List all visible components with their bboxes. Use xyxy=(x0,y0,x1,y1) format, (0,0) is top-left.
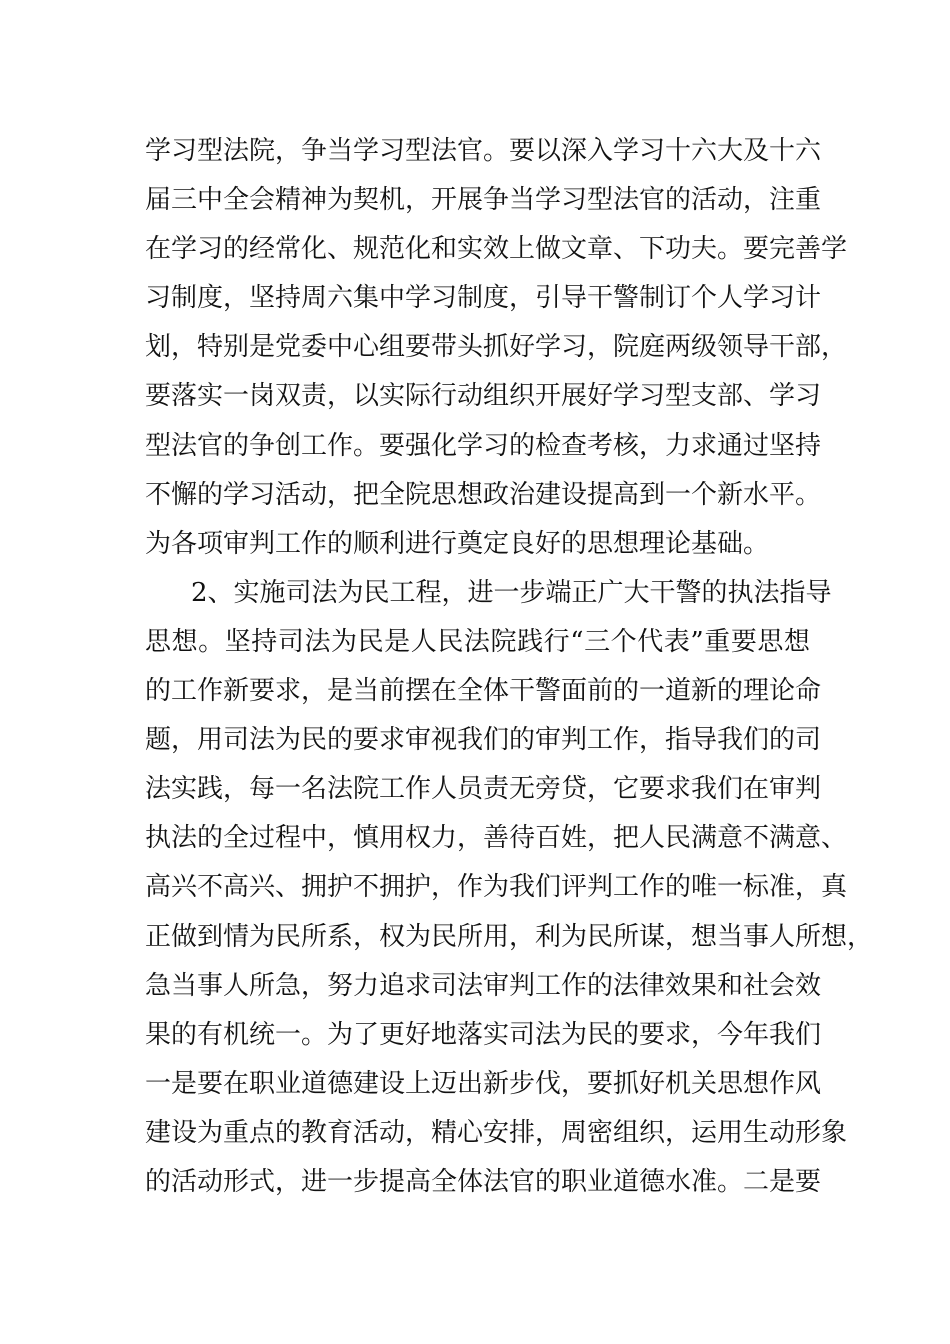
text-line: 型法官的争创工作。要强化学习的检查考核，力求通过坚持 xyxy=(145,430,822,461)
section-heading-line: 2、实施司法为民工程，进一步端正广大干警的执法指导 xyxy=(191,577,832,608)
text-line: 法实践，每一名法院工作人员责无旁贷，它要求我们在审判 xyxy=(145,774,822,805)
text-line: 的活动形式，进一步提高全体法官的职业道德水准。二是要 xyxy=(145,1166,822,1197)
text-line: 题，用司法为民的要求审视我们的审判工作，指导我们的司 xyxy=(145,725,822,756)
text-line: 一是要在职业道德建设上迈出新步伐，要抓好机关思想作风 xyxy=(145,1068,822,1099)
body-text xyxy=(145,127,874,1207)
text-line: 正做到情为民所系，权为民所用，利为民所谋，想当事人所想， xyxy=(145,921,874,952)
text-line: 要落实一岗双责，以实际行动组织开展好学习型支部、学习 xyxy=(145,381,822,412)
text-line: 届三中全会精神为契机，开展争当学习型法官的活动，注重 xyxy=(145,185,822,216)
text-line: 不懈的学习活动，把全院思想政治建设提高到一个新水平。 xyxy=(145,479,822,510)
text-line: 果的有机统一。为了更好地落实司法为民的要求，今年我们 xyxy=(145,1019,822,1050)
text-line: 学习型法院，争当学习型法官。要以深入学习十六大及十六 xyxy=(145,136,822,166)
text-line: 执法的全过程中，慎用权力，善待百姓，把人民满意不满意、 xyxy=(145,823,848,854)
text-line: 急当事人所急，努力追求司法审判工作的法律效果和社会效 xyxy=(145,970,822,1001)
text-line: 的工作新要求，是当前摆在全体干警面前的一道新的理论命 xyxy=(145,676,822,707)
paragraph-end-line: 为各项审判工作的顺利进行奠定良好的思想理论基础。 xyxy=(145,528,770,559)
text-line: 建设为重点的教育活动，精心安排，周密组织，运用生动形象 xyxy=(145,1117,848,1148)
text-line: 在学习的经常化、规范化和实效上做文章、下功夫。要完善学 xyxy=(145,234,848,265)
text-line: 思想。坚持司法为民是人民法院践行“三个代表”重要思想 xyxy=(145,626,810,657)
text-line: 习制度，坚持周六集中学习制度，引导干警制订个人学习计 xyxy=(145,283,822,314)
text-line: 划，特别是党委中心组要带头抓好学习，院庭两级领导干部， xyxy=(145,332,848,363)
text-line: 高兴不高兴、拥护不拥护，作为我们评判工作的唯一标准，真 xyxy=(145,872,848,903)
